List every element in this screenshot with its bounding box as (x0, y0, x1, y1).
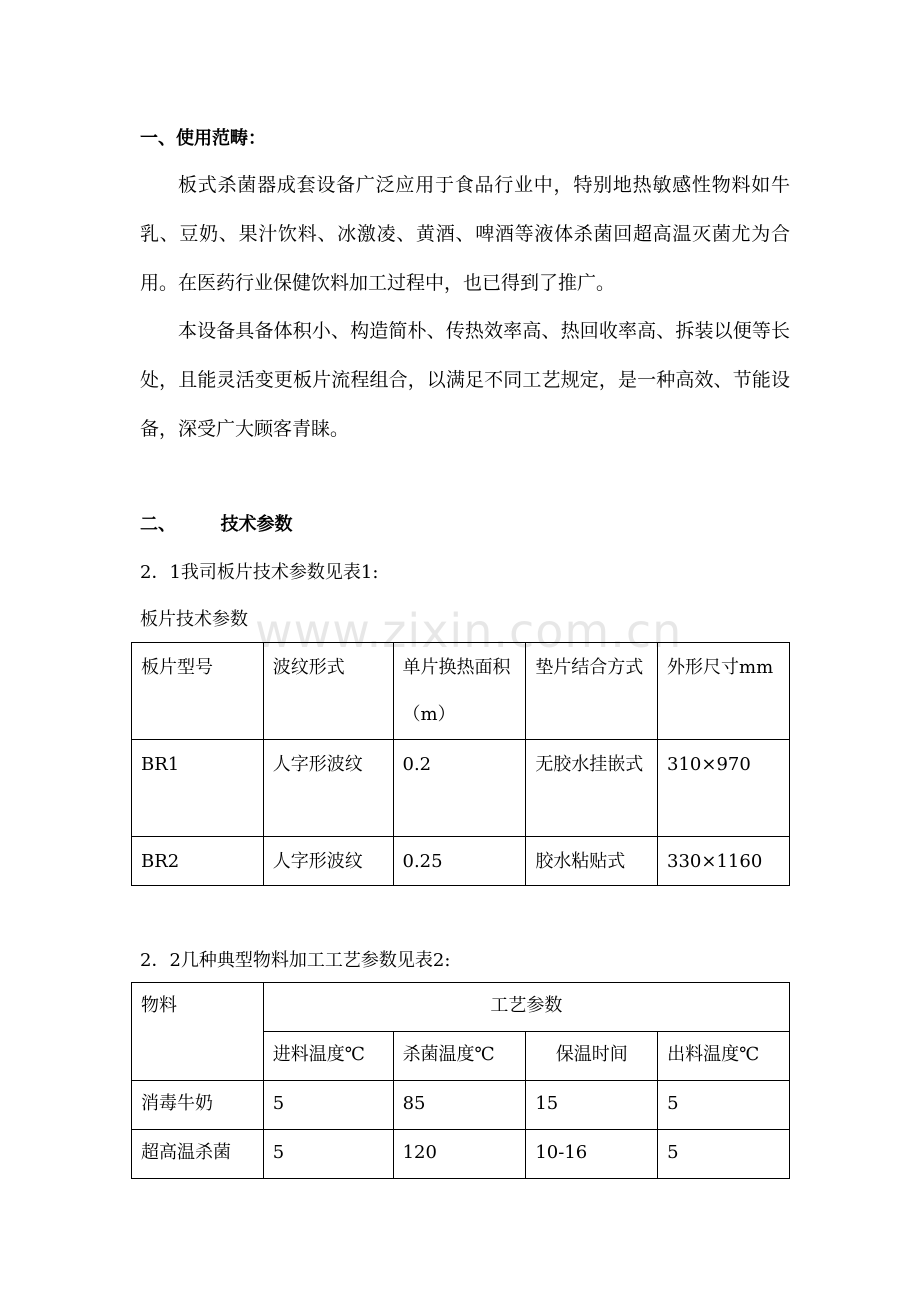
table-cell: 人字形波纹 (263, 837, 393, 886)
table-row (132, 1081, 790, 1130)
header-cell-process-group: 工艺参数 (263, 983, 789, 1032)
header-cell: 外形尺寸mm (658, 643, 790, 740)
table-cell: 无胶水挂嵌式 (526, 740, 658, 837)
header-cell: 出料温度℃ (658, 1032, 790, 1081)
table-row (132, 740, 790, 837)
table-cell: 330×1160 (658, 837, 790, 886)
table-cell: 120 (393, 1130, 526, 1179)
header-cell: 保温时间 (526, 1032, 658, 1081)
header-cell: 板片型号 (132, 643, 264, 740)
section1-paragraph-1: 板式杀菌器成套设备广泛应用于食品行业中，特别地热敏感性物料如牛乳、豆奶、果汁饮料、冰激凌、黄酒、啤酒等液体杀菌回超高温灭菌尤为合用。在医药行业保健饮料加工过程中，也已得到了推广。 (140, 174, 790, 294)
table-cell: 10-16 (526, 1130, 658, 1179)
table-cell: 5 (263, 1130, 393, 1179)
section1-title: 一、使用范畴： (140, 128, 266, 149)
table-cell: BR2 (132, 837, 264, 886)
header-cell: 杀菌温度℃ (393, 1032, 526, 1081)
section1-paragraph-2: 本设备具备体积小、构造简朴、传热效率高、热回收率高、拆装以便等长处，且能灵活变更板片流程组合，以满足不同工艺规定，是一种高效、节能设备，深受广大顾客青睐。 (140, 320, 790, 440)
table-plate-parameters (131, 642, 790, 886)
table-row (132, 837, 790, 886)
section2-title (140, 510, 293, 536)
table-cell: 人字形波纹 (263, 740, 393, 837)
table1-intro: 2．1我司板片技术参数见表1: (140, 562, 379, 583)
table2-intro: 2．2几种典型物料加工工艺参数见表2: (140, 950, 451, 971)
table-cell: 85 (393, 1081, 526, 1130)
watermark: www.zixin.com.cn (255, 604, 683, 658)
table-cell: 0.2 (393, 740, 526, 837)
section2-title-text: 技术参数 (220, 514, 293, 535)
header-cell-material: 物料 (132, 983, 264, 1081)
table-cell: 超高温杀菌 (132, 1130, 264, 1179)
table-header-row (132, 643, 790, 740)
table-cell: 310×970 (658, 740, 790, 837)
table-cell: 15 (526, 1081, 658, 1130)
table-row (132, 1130, 790, 1179)
table-cell: BR1 (132, 740, 264, 837)
header-cell: 进料温度℃ (263, 1032, 393, 1081)
table1-caption: 板片技术参数 (140, 609, 248, 630)
table-header-row (132, 983, 790, 1032)
header-cell: 垫片结合方式 (526, 643, 658, 740)
table-cell: 0.25 (393, 837, 526, 886)
table-cell: 消毒牛奶 (132, 1081, 264, 1130)
header-cell: 波纹形式 (263, 643, 393, 740)
section2-title-number: 二、 (140, 514, 176, 535)
table-cell: 5 (263, 1081, 393, 1130)
header-cell: 单片换热面积（m） (393, 643, 526, 740)
table-cell: 5 (658, 1130, 790, 1179)
table-cell: 胶水粘贴式 (526, 837, 658, 886)
table-cell: 5 (658, 1081, 790, 1130)
table-process-parameters (131, 982, 790, 1179)
